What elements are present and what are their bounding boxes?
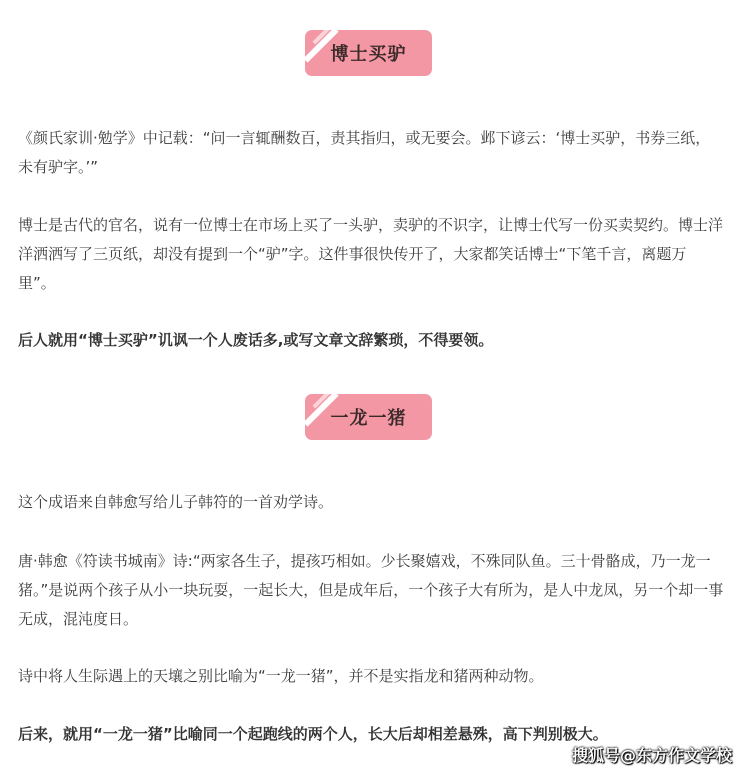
paragraph: 博士是古代的官名，说有一位博士在市场上买了一头驴，卖驴的不识字，让博士代写一份买卖契约。博士洋洋洒洒写了三页纸，却没有提到一个“驴”字。这件事很快传开了，大家都笑话博士“下笔千言，离题万里”。 (18, 216, 724, 292)
watermark: 搜狐号@东方作文学校 (571, 746, 732, 765)
section-heading-badge (305, 30, 432, 76)
section-title: 一龙一猪 (330, 408, 407, 429)
paragraph: 唐·韩愈《符读书城南》诗:“两家各生子，提孩巧相如。少长聚嬉戏，不殊同队鱼。三十骨骼成，乃一龙一猪。”是说两个孩子从小一块玩耍，一起长大，但是成年后，一个孩子大有所为，是人中龙凤，另一个却一事无成，混沌度日。 (18, 552, 724, 628)
paragraph: 诗中将人生际遇上的天壤之别比喻为“一龙一猪”，并不是实指龙和猪两种动物。 (18, 667, 544, 685)
conclusion-paragraph: 后人就用“博士买驴”讥讽一个人废话多,或写文章文辞繁琐，不得要领。 (18, 331, 494, 349)
section-heading-badge (305, 394, 432, 440)
conclusion-paragraph: 后来，就用“一龙一猪”比喻同一个起跑线的两个人，长大后却相差悬殊，高下判别极大。 (18, 725, 608, 743)
paragraph: 《颜氏家训·勉学》中记载：“问一言辄酬数百，责其指归，或无要会。邺下谚云：‘博士买驴，书券三纸，未有驴字。’” (18, 129, 711, 176)
paragraph: 这个成语来自韩愈写给儿子韩符的一首劝学诗。 (18, 493, 334, 511)
section-title: 博士买驴 (330, 44, 407, 65)
